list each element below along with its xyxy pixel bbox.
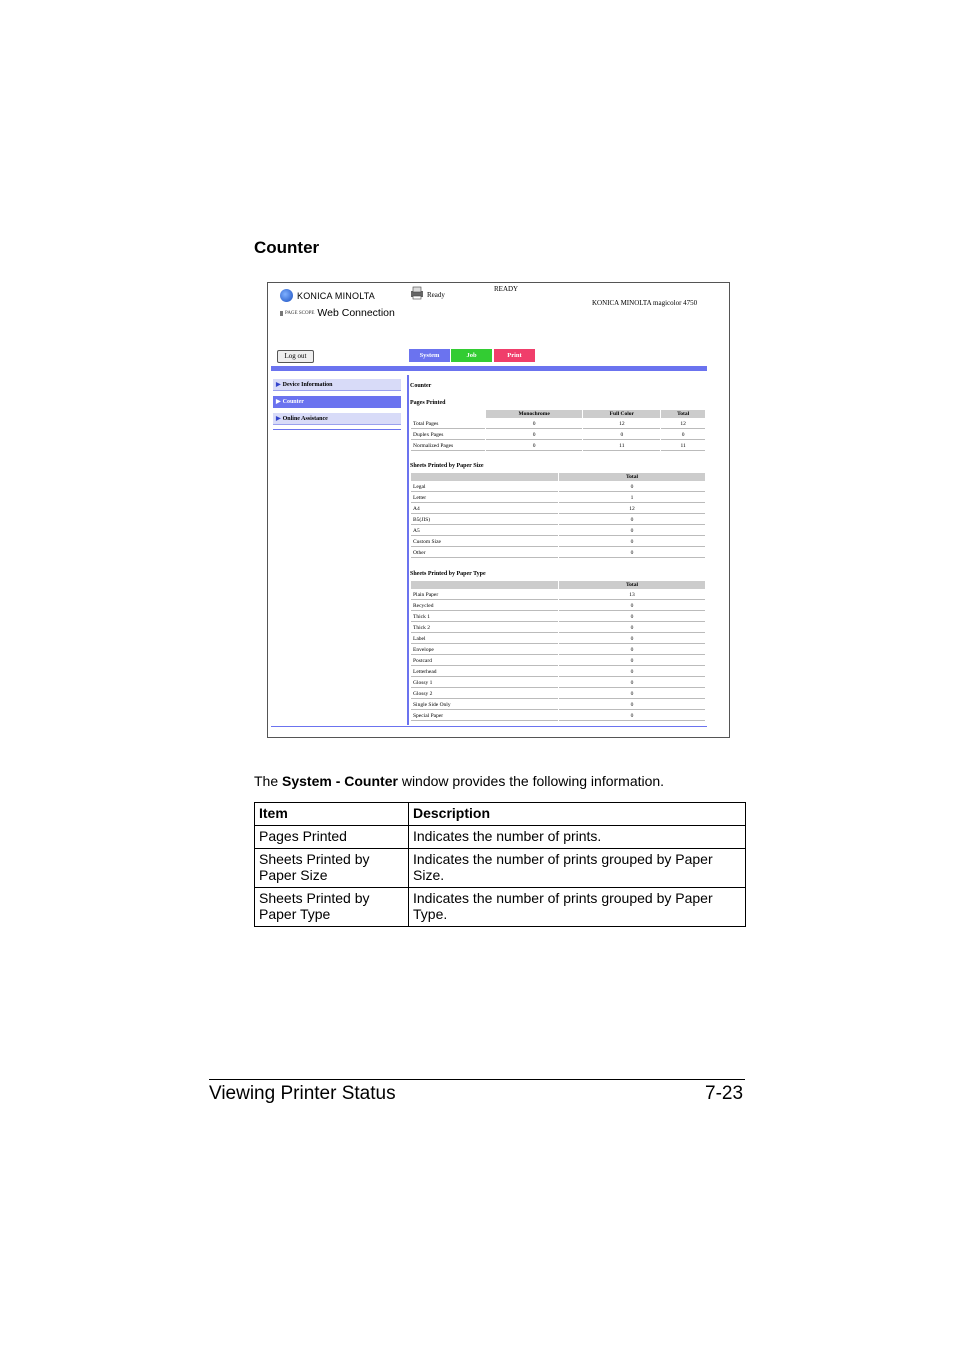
sidebar-item-label: Counter <box>282 399 304 405</box>
row-label: A4 <box>411 504 558 514</box>
cell-value: 0 <box>583 430 660 440</box>
row-label: Thick 2 <box>411 623 558 633</box>
column-header: Total <box>661 410 705 418</box>
description-table <box>254 802 746 927</box>
table-row <box>411 482 705 492</box>
item-cell: Sheets Printed by Paper Type <box>255 888 409 927</box>
table-row <box>255 826 746 849</box>
pagescope-badge: PAGE SCOPE <box>280 311 314 316</box>
cell-value: 0 <box>559 689 705 699</box>
cell-value: 0 <box>486 430 582 440</box>
column-header-description: Description <box>409 803 746 826</box>
printer-model: KONICA MINOLTA magicolor 4750 <box>592 299 698 307</box>
table-row <box>255 888 746 927</box>
product-logo <box>280 307 395 319</box>
cell-value: 0 <box>486 441 582 451</box>
pages-printed-table <box>410 409 706 452</box>
table-row <box>255 849 746 888</box>
content-divider <box>407 375 409 725</box>
sidebar-item-device-information[interactable] <box>273 379 401 391</box>
cell-value: 0 <box>559 482 705 492</box>
tab-print[interactable]: Print <box>494 349 535 362</box>
sidebar-item-counter[interactable] <box>273 396 401 408</box>
tab-system[interactable]: System <box>409 349 450 362</box>
column-header <box>411 581 558 589</box>
table-row <box>411 548 705 558</box>
printer-status-text: READY <box>494 285 519 293</box>
cell-value: 0 <box>559 634 705 644</box>
tab-job[interactable]: Job <box>451 349 492 362</box>
item-cell: Pages Printed <box>255 826 409 849</box>
cell-value: 0 <box>559 623 705 633</box>
table-row <box>411 493 705 503</box>
cell-value: 13 <box>559 590 705 600</box>
footer-chapter-title: Viewing Printer Status <box>209 1083 396 1104</box>
column-header: Total <box>559 473 705 481</box>
table-row <box>411 430 705 440</box>
table-row <box>411 656 705 666</box>
section-title: Counter <box>254 238 320 257</box>
description-cell: Indicates the number of prints. <box>409 826 746 849</box>
table-row <box>411 537 705 547</box>
column-header: Full Color <box>583 410 660 418</box>
page-heading: Counter <box>410 383 432 389</box>
cell-value: 0 <box>559 656 705 666</box>
column-header <box>411 473 558 481</box>
cell-value: 0 <box>559 711 705 721</box>
triangle-right-icon: ▶ <box>276 382 281 388</box>
triangle-right-icon: ▶ <box>276 399 281 405</box>
cell-value: 0 <box>559 515 705 525</box>
cell-value: 0 <box>559 537 705 547</box>
table-row <box>411 526 705 536</box>
row-label: Letter <box>411 493 558 503</box>
printer-status-label: Ready <box>427 291 445 299</box>
pages-printed-title: Pages Printed <box>410 400 446 406</box>
table-row <box>411 645 705 655</box>
intro-text <box>254 773 664 789</box>
cell-value: 0 <box>559 548 705 558</box>
brand-name: KONICA MINOLTA <box>297 290 375 301</box>
paper-type-table <box>410 580 706 722</box>
header-divider <box>271 366 707 371</box>
table-row <box>411 667 705 677</box>
intro-text-start: The <box>254 773 283 789</box>
row-label: B5(JIS) <box>411 515 558 525</box>
table-row <box>411 678 705 688</box>
row-label: Legal <box>411 482 558 492</box>
intro-text-end: window provides the following information. <box>397 773 665 789</box>
table-row <box>411 441 705 451</box>
cell-value: 0 <box>559 667 705 677</box>
row-label: Normalized Pages <box>411 441 485 451</box>
cell-value: 12 <box>559 504 705 514</box>
column-header: Total <box>559 581 705 589</box>
row-label: Single Side Only <box>411 700 558 710</box>
cell-value: 12 <box>661 419 705 429</box>
row-label: Duplex Pages <box>411 430 485 440</box>
column-header: Monochrome <box>486 410 582 418</box>
cell-value: 11 <box>583 441 660 451</box>
sidebar-divider <box>273 429 401 430</box>
paper-size-table <box>410 472 706 559</box>
cell-value: 0 <box>559 601 705 611</box>
row-label: Glossy 1 <box>411 678 558 688</box>
cell-value: 0 <box>559 612 705 622</box>
row-label: Label <box>411 634 558 644</box>
row-label: A5 <box>411 526 558 536</box>
web-connection-screenshot <box>267 282 730 738</box>
cell-value: 0 <box>661 430 705 440</box>
row-label: Glossy 2 <box>411 689 558 699</box>
logout-button[interactable]: Log out <box>277 350 314 363</box>
sidebar-item-label: Online Assistance <box>282 416 328 422</box>
paper-type-title: Sheets Printed by Paper Type <box>410 571 486 577</box>
table-row <box>411 601 705 611</box>
sidebar-item-online-assistance[interactable] <box>273 413 401 425</box>
table-row <box>411 419 705 429</box>
sidebar-item-label: Device Information <box>282 382 333 388</box>
row-label: Letterhead <box>411 667 558 677</box>
row-label: Envelope <box>411 645 558 655</box>
row-label: Plain Paper <box>411 590 558 600</box>
table-row <box>411 689 705 699</box>
row-label: Recycled <box>411 601 558 611</box>
cell-value: 12 <box>583 419 660 429</box>
cell-value: 1 <box>559 493 705 503</box>
cell-value: 0 <box>559 526 705 536</box>
row-label: Thick 1 <box>411 612 558 622</box>
cell-value: 0 <box>559 700 705 710</box>
cell-value: 11 <box>661 441 705 451</box>
footer-rule <box>209 1079 745 1080</box>
cell-value: 0 <box>486 419 582 429</box>
intro-window-name: System - Counter <box>282 773 398 789</box>
globe-logo-icon <box>280 289 293 302</box>
row-label: Other <box>411 548 558 558</box>
row-label: Special Paper <box>411 711 558 721</box>
column-header <box>411 410 485 418</box>
cell-value: 0 <box>559 678 705 688</box>
printer-icon <box>410 286 424 300</box>
description-cell: Indicates the number of prints grouped by Paper Type. <box>409 888 746 927</box>
table-row <box>411 612 705 622</box>
row-label: Postcard <box>411 656 558 666</box>
table-row <box>411 634 705 644</box>
table-row <box>411 504 705 514</box>
table-row <box>411 711 705 721</box>
paper-size-title: Sheets Printed by Paper Size <box>410 463 484 469</box>
row-label: Custom Size <box>411 537 558 547</box>
product-name: Web Connection <box>317 307 395 319</box>
table-row <box>411 590 705 600</box>
table-row <box>411 700 705 710</box>
row-label: Total Pages <box>411 419 485 429</box>
table-row <box>411 515 705 525</box>
cell-value: 0 <box>559 645 705 655</box>
item-cell: Sheets Printed by Paper Size <box>255 849 409 888</box>
description-cell: Indicates the number of prints grouped by Paper Size. <box>409 849 746 888</box>
table-row <box>411 623 705 633</box>
triangle-right-icon: ▶ <box>276 416 281 422</box>
brand-logo <box>280 289 375 302</box>
footer-divider <box>271 726 707 727</box>
page-number: 7-23 <box>705 1083 744 1104</box>
column-header-item: Item <box>255 803 409 826</box>
